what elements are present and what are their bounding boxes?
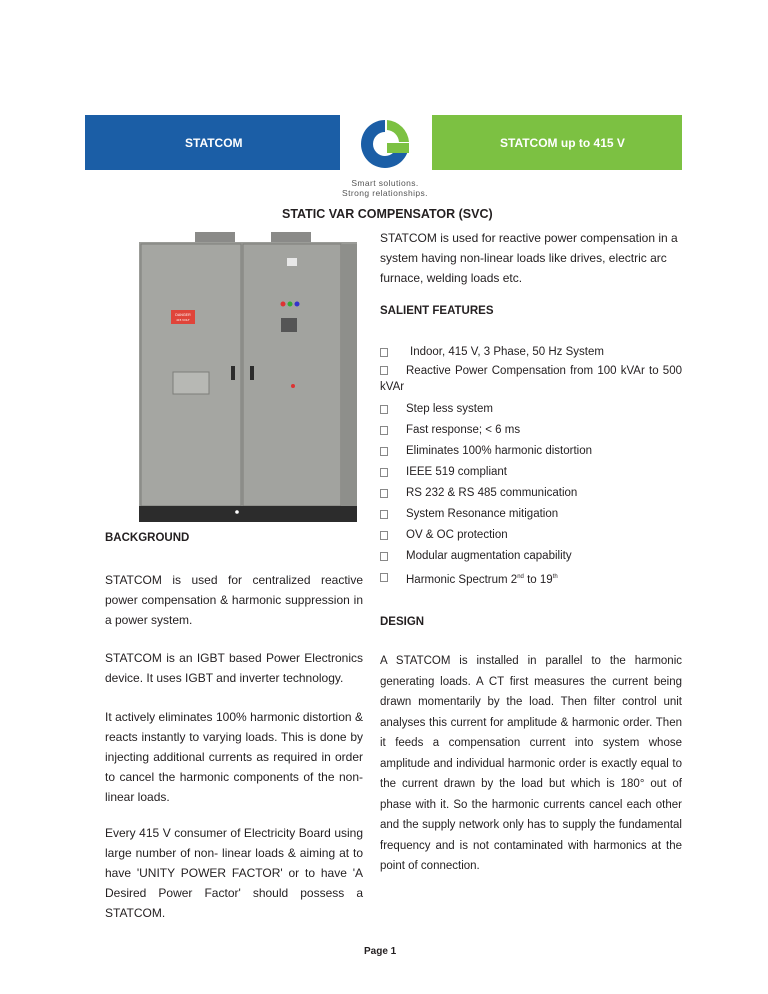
background-heading: BACKGROUND [105,532,190,544]
feature-item: Fast response; < 6 ms [380,420,682,441]
tagline-line-1: Smart solutions. [351,178,419,188]
feature-item: Eliminates 100% harmonic distortion [380,441,682,462]
statcom-cabinet-photo [133,232,363,522]
header-band-right [432,115,682,170]
feature-item: OV & OC protection [380,525,682,546]
intro-paragraph: STATCOM is used for reactive power compensation in a system having non-linear loads like drives, electric arc furnace, welding loads etc. [380,231,678,285]
feature-item: Reactive Power Compensation from 100 kVAr to 500 kVAr [380,365,682,393]
checkbox-bullet-icon [380,426,388,435]
design-paragraph: A STATCOM is installed in parallel to the harmonic generating loads. A CT first measures the current being drawn momentarily by the load. Then filter control unit analyses this current for amplitude & harmonic order. Then it feeds a compensation current into system whose amplitude and individual harmonic order is exactly equal to the current drawn by the load but which is 180° out of phase with it. So the harmonic currents cancel each other and the supply network only has to supply the fundamental frequency and is not contaminated with harmonics at the point of connection. [380,655,682,872]
background-paragraph-4: Every 415 V consumer of Electricity Board using large number of non- linear loads & aiming at to have 'UNITY POWER FACTOR' or to have 'A Desired Power Factor' should possess a STATCOM. [105,826,363,920]
checkbox-bullet-icon [380,552,388,561]
company-tagline [320,178,450,198]
checkbox-bullet-icon [380,531,388,540]
danger-sign-line-2: 415 VOLT [176,318,190,322]
feature-item: Modular augmentation capability [380,546,682,567]
feature-item: IEEE 519 compliant [380,462,682,483]
tagline-line-2: Strong relationships. [342,188,428,198]
checkbox-bullet-icon [380,510,388,519]
salient-features-heading: SALIENT FEATURES [380,305,494,317]
background-paragraph-3: It actively eliminates 100% harmonic distortion & reacts instantly to varying loads. This is done by injecting additional currents as required in order to cancel the harmonic components of the non-linear loads. [105,710,363,804]
salient-features-list [380,342,682,588]
header-left-label: STATCOM [185,135,243,150]
company-logo [357,116,413,172]
checkbox-bullet-icon [380,348,388,357]
header-right-label: STATCOM up to 415 V [500,135,625,150]
feature-item: Harmonic Spectrum 2nd to 19th [380,567,682,588]
feature-item: Step less system [380,399,682,420]
background-paragraph-2: STATCOM is an IGBT based Power Electronics device. It uses IGBT and inverter technology. [105,651,363,685]
header-band-left [85,115,340,170]
checkbox-bullet-icon [380,447,388,456]
checkbox-bullet-icon [380,468,388,477]
feature-item: Indoor, 415 V, 3 Phase, 50 Hz System [380,342,682,363]
design-heading: DESIGN [380,616,425,628]
page-number: Page 1 [364,946,397,957]
checkbox-bullet-icon [380,489,388,498]
checkbox-bullet-icon [380,573,388,582]
checkbox-bullet-icon [380,366,388,375]
feature-item: RS 232 & RS 485 communication [380,483,682,504]
danger-sign-line-1: DANGER [175,313,191,317]
checkbox-bullet-icon [380,405,388,414]
feature-item: System Resonance mitigation [380,504,682,525]
page-title: STATIC VAR COMPENSATOR (SVC) [282,207,493,221]
background-paragraph-1: STATCOM is used for centralized reactive power compensation & harmonic suppression in a power system. [105,573,363,627]
